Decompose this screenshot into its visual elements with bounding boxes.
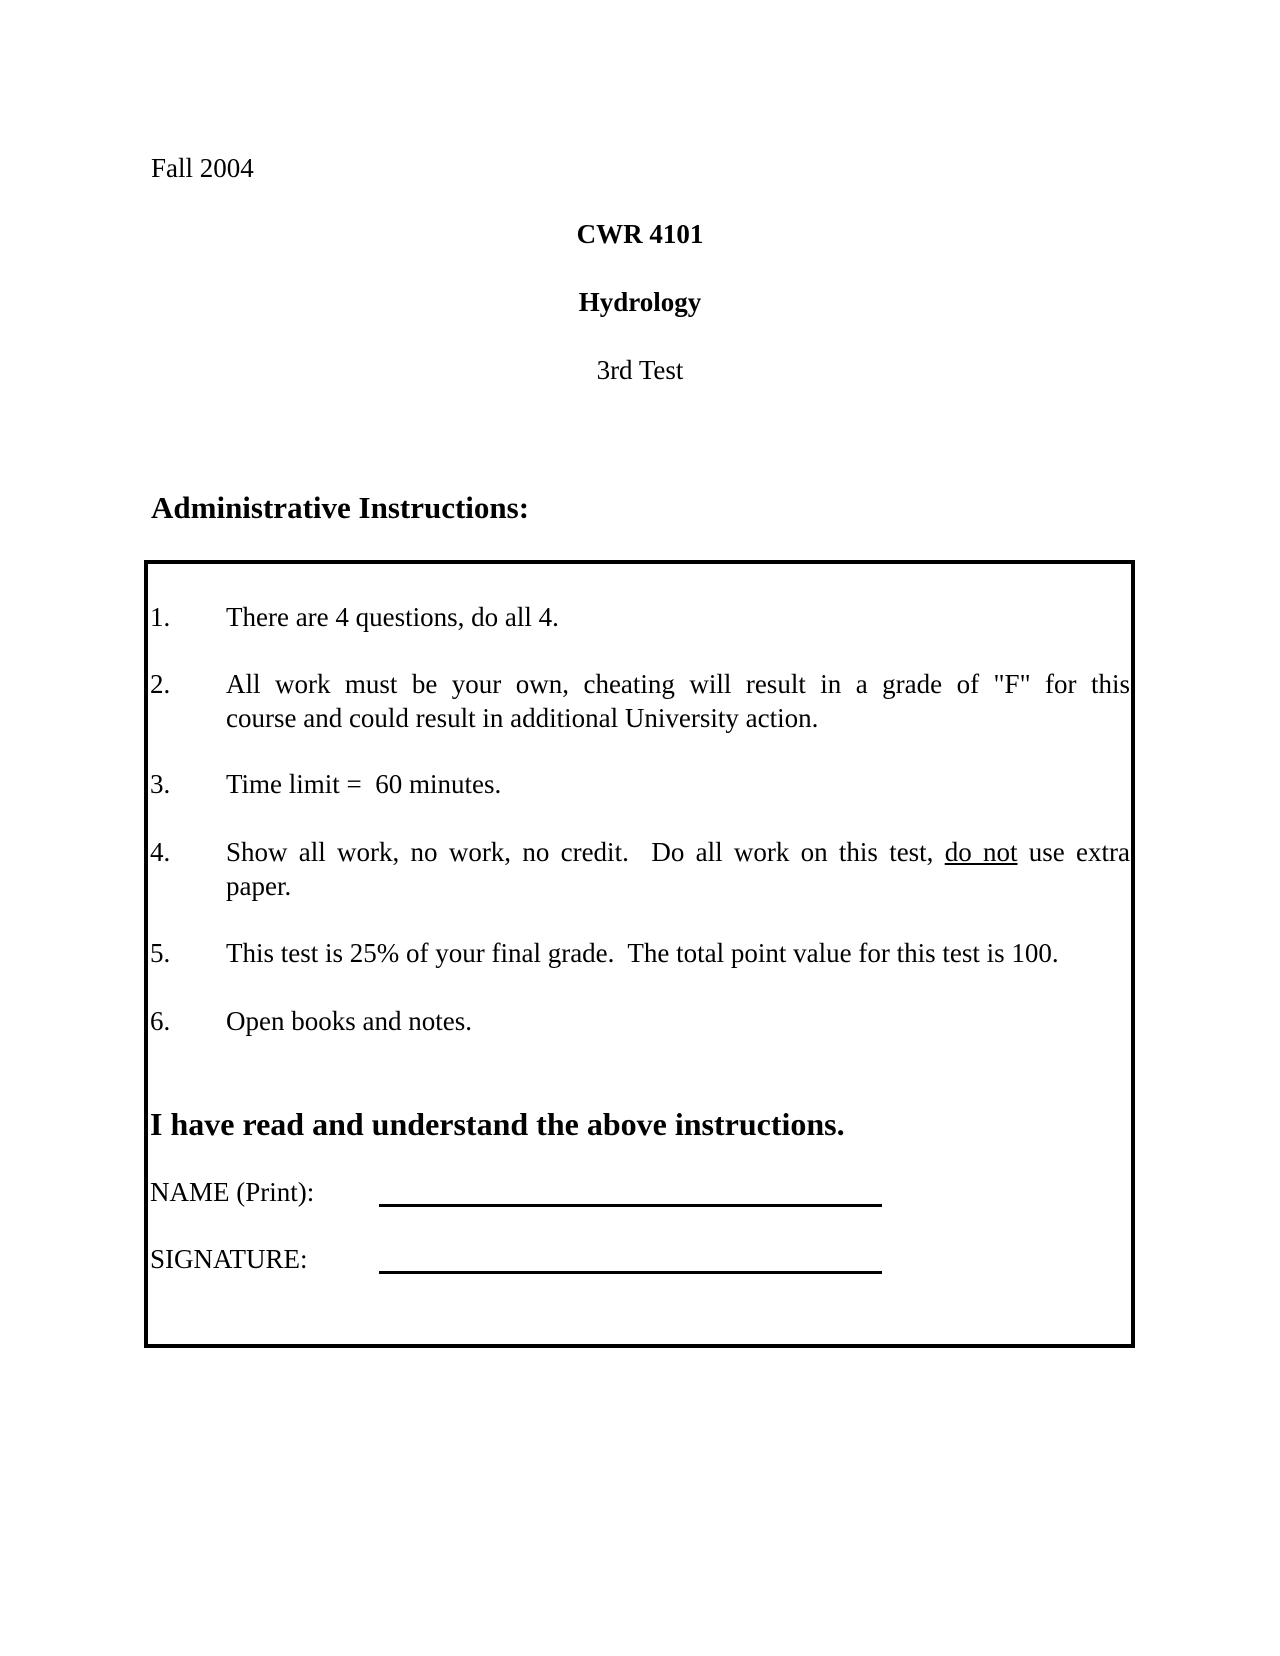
instruction-number: 6. (150, 1006, 171, 1036)
signature-field-row (150, 1241, 1130, 1281)
instruction-text-line: course and could result in additional University action. (226, 703, 819, 733)
term-label: Fall 2004 (151, 153, 254, 183)
emphasis-underlined: do not (944, 837, 1018, 867)
course-subject: Hydrology (578, 287, 702, 317)
signature-field-line[interactable] (379, 1271, 882, 1274)
name-field-row (150, 1174, 1130, 1214)
acknowledgement-statement: I have read and understand the above instructions. (150, 1106, 845, 1142)
course-code: CWR 4101 (576, 219, 704, 249)
instructions-box (144, 560, 1135, 1348)
instruction-number: 5. (150, 938, 171, 968)
instruction-number: 2. (150, 669, 171, 699)
instruction-text: Time limit = 60 minutes. (226, 769, 502, 799)
instruction-number: 3. (150, 769, 171, 799)
instruction-number: 4. (150, 837, 171, 867)
instruction-text-line: paper. (226, 871, 292, 901)
instruction-text: This test is 25% of your final grade. The total point value for this test is 100. (226, 938, 1059, 968)
instruction-text: Open books and notes. (226, 1006, 472, 1036)
instruction-text-line: All work must be your own, cheating will result in a grade of "F" for this (226, 669, 1130, 699)
name-field-line[interactable] (379, 1204, 882, 1207)
instruction-number: 1. (150, 602, 171, 632)
name-field-label: NAME (Print): (150, 1177, 315, 1207)
instruction-text: There are 4 questions, do all 4. (226, 602, 559, 632)
test-name: 3rd Test (596, 355, 684, 385)
instructions-heading: Administrative Instructions: (151, 490, 530, 525)
instruction-text-line (226, 835, 1130, 869)
instruction-text-segment: Show all work, no work, no credit. Do all work on this test, (226, 837, 945, 867)
instruction-text (226, 835, 1130, 903)
signature-field-label: SIGNATURE: (150, 1244, 308, 1274)
instruction-text (226, 667, 1130, 735)
instruction-text-segment: use extra (1017, 837, 1130, 867)
